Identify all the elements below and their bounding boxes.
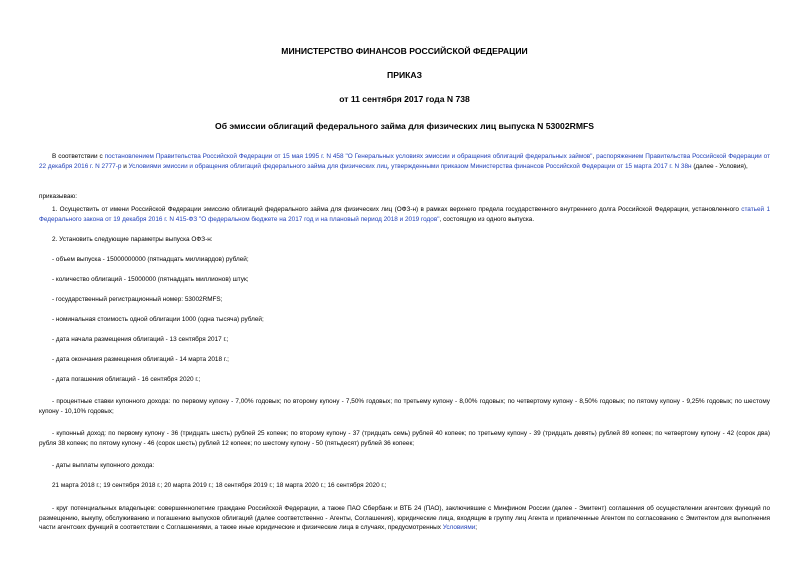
param-maturity: - дата погашения облигаций - 16 сентября 2020 г.; [52,376,201,383]
holders-text: ; [475,524,478,532]
holders-text: - круг потенциальных владельцев: совершеннолетние граждане Российской Федерации, а также ПАО Сбербанк и ВТБ 24 (ПАО), заключившие с Минфином России (далее - Эмитент) соглашения об осуществлении агентских функций по размещению, выкупу, обслуживанию и погашению выпусков облигаций (далее соответственно - Агенты, Соглашения), юридические лица, входящие в группу лиц Агента и привлеченные Агентом по согласованию с Эмитентом для выполнения части агентских функций в соответствии с Соглашениями, а также иные юридические и физические лица в случаях, предусмотренных [39,505,770,532]
param-placement-start: - дата начала размещения облигаций - 13 сентября 2017 г.; [52,336,229,343]
param-coupon-income: - купонный доход: по первому купону - 36 (тридцать шесть) рублей 25 копеек; по второму купону - 37 (тридцать семь) рублей 40 копеек; по третьему купону - 39 (тридцать девять) рублей 89 копеек; по четвертому купону - 42 (сорок два) рубля 38 копеек; по пятому купону - 46 (сорок шесть) рублей 12 копеек; по шестому купону - 50 (пятьдесят) рублей 36 копеек; [39,430,770,447]
document-subject: Об эмиссии облигаций федерального займа для физических лиц выпуска N 53002RMFS [215,121,594,131]
preamble-text: и [121,162,129,170]
param-payment-dates-label: - даты выплаты купонного дохода: [52,462,155,469]
conditions-38n-link[interactable]: Условиями эмиссии и обращения облигаций федерального займа для физических лиц, утвержденными приказом Министерства финансов Российской Федерации от 15 марта 2017 г. N 38н [128,162,692,170]
item-1-text: 1. Осуществить от имени Российской Федерации эмиссию облигаций федерального займа для физических лиц (ОФЗ-н) в рамках верхнего предела государственного внутреннего долга Российской Федерации, установленного [52,206,742,213]
preamble-text: , [592,153,597,160]
param-nominal: - номинальная стоимость одной облигации 1000 (одна тысяча) рублей; [52,316,264,323]
param-volume: - объем выпуска - 15000000000 (пятнадцать миллиардов) рублей; [52,256,249,263]
document-type: ПРИКАЗ [387,70,422,80]
param-placement-end: - дата окончания размещения облигаций - 14 марта 2018 г.; [52,356,229,363]
param-payment-dates: 21 марта 2018 г.; 19 сентября 2018 г.; 20 марта 2019 г.; 18 сентября 2019 г.; 18 марта 2020 г.; 16 сентября 2020 г.; [52,482,387,489]
param-reg-number: - государственный регистрационный номер: 53002RMFS; [52,296,223,303]
ministry-heading: МИНИСТЕРСТВО ФИНАНСОВ РОССИЙСКОЙ ФЕДЕРАЦИИ [281,46,528,56]
param-holders [39,504,770,533]
item-1-paragraph [39,205,770,224]
item-1-text: , состоящую из одного выпуска. [439,215,535,223]
preamble-text: (далее - Условия), [691,162,748,170]
param-coupon-rates: - процентные ставки купонного дохода: по первому купону - 7,00% годовых; по второму купону - 7,50% годовых; по третьему купону - 8,00% годовых; по четвертому купону - 8,50% годовых; по пятому купону - 9,25% годовых; по шестому купону - 10,10% годовых; [39,398,770,415]
preamble-text: В соответствии с [52,153,105,160]
item-2-paragraph: 2. Установить следующие параметры выпуска ОФЗ-н: [52,236,213,243]
document-date-number: от 11 сентября 2017 года N 738 [339,94,470,104]
preamble-paragraph [39,152,770,171]
order-2777-link[interactable]: распоряжением Правительства Российской Федерации от 22 декабря 2016 г. N 2777-р [39,153,771,170]
param-count: - количество облигаций - 15000000 (пятнадцать миллионов) штук; [52,276,249,283]
conditions-link[interactable]: Условиями [442,524,476,532]
federal-law-415-link[interactable]: статьей 1 Федерального закона от 19 декабря 2016 г. N 415-ФЗ "О федеральном бюджете на 2017 год и на плановый период 2018 и 2019 годов" [39,206,771,223]
decree-458-link[interactable]: постановлением Правительства Российской Федерации от 15 мая 1995 г. N 458 "О Генеральных условиях эмиссии и обращения облигаций федеральных займов" [104,153,593,160]
order-word: приказываю: [39,193,77,200]
